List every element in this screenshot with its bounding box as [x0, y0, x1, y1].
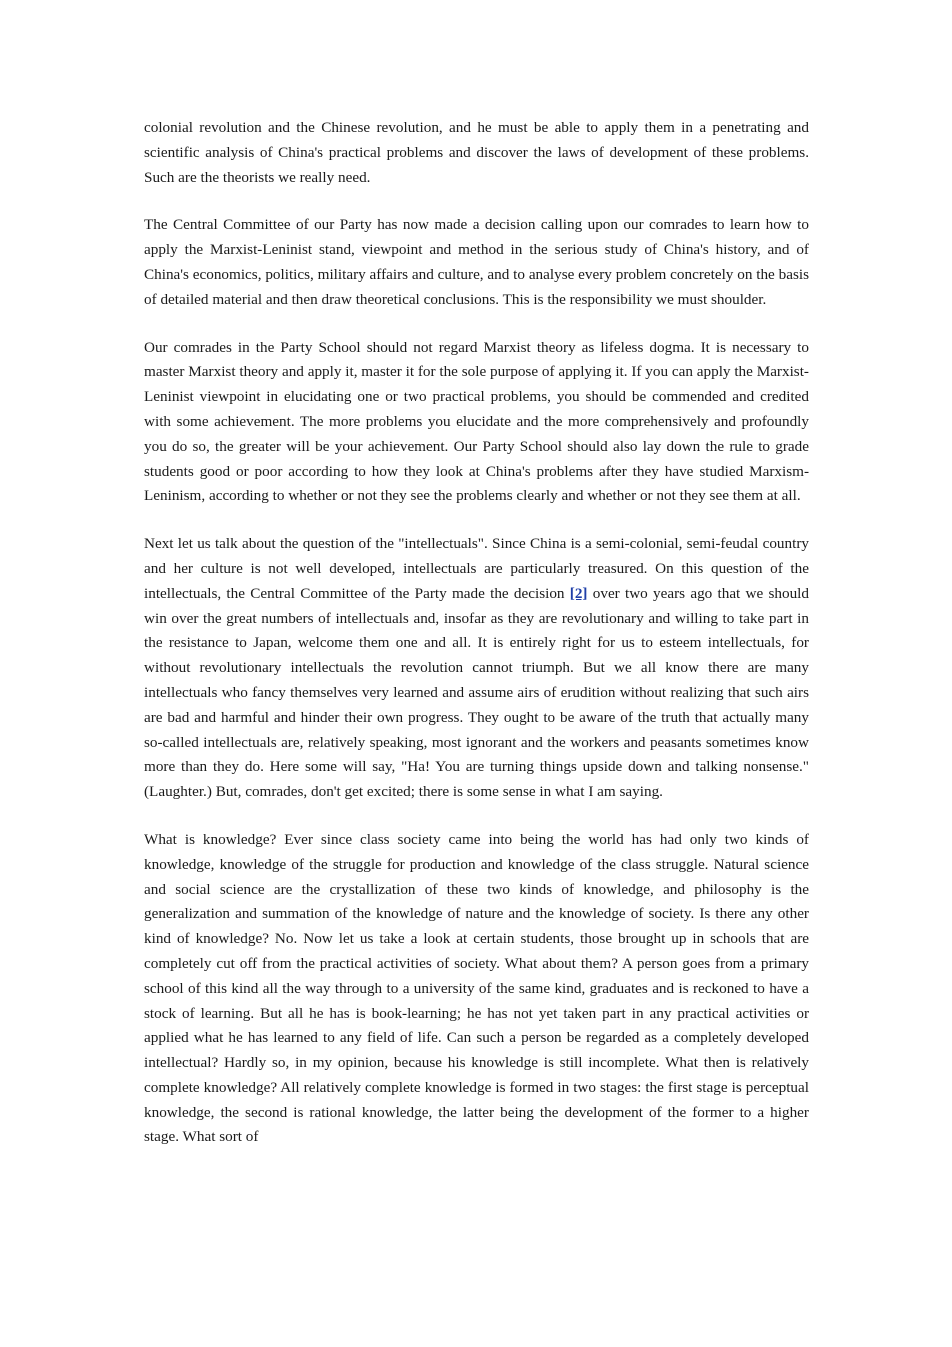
paragraph-party-school: Our comrades in the Party School should not regard Marxist theory as lifeless dogma. It is necessary to master Marxist theory and apply it, master it for the sole purpose of applying it. If you can apply the Marxist-Leninist viewpoint in elucidating one or two practical problems, you should be commended and credited with some achievement. The more problems you elucidate and the more comprehensively and profoundly you do so, the greater will be your achievement. Our Party School should also lay down the rule to grade students good or poor according to how they look at China's problems after they have studied Marxism-Leninism, according to whether or not they see the problems clearly and whether or not they see them at all. [144, 338, 809, 505]
paragraph-intellectuals-text-before: Next let us talk about the question of the "intellectuals". Since China is a semi-colonial, semi-feudal country and her culture is not well developed, intellectuals are particularly treasured. On this question of the intellectuals, the Central Committee of the Party made the decision [144, 535, 809, 602]
paragraph-theorists: colonial revolution and the Chinese revolution, and he must be able to apply them in a penetrating and scientific analysis of China's practical problems and discover the laws of development of these problems. Such are the theorists we really need. [144, 119, 809, 186]
paragraph-intellectuals-text-after: over two years ago that we should win over the great numbers of intellectuals and, insofar as they are revolutionary and willing to take part in the resistance to Japan, welcome them one and all. It is entirely right for us to esteem intellectuals, for without revolutionary intellectuals the revolution cannot triumph. But we all know there are many intellectuals who fancy themselves very learned and assume airs of erudition without realizing that such airs are bad and harmful and hinder their own progress. They ought to be aware of the truth that actually many so-called intellectuals are, relatively speaking, most ignorant and the workers and peasants sometimes know more than they do. Here some will say, "Ha! You are turning things upside down and talking nonsense." (Laughter.) But, comrades, don't get excited; there is some sense in what I am saying. [144, 584, 809, 801]
paragraph-knowledge: What is knowledge? Ever since class society came into being the world has had only two kinds of knowledge, knowledge of the struggle for production and knowledge of the class struggle. Natural science and social science are the crystallization of these two kinds of knowledge, and philosophy is the generalization and summation of the knowledge of nature and the knowledge of society. Is there any other kind of knowledge? No. Now let us take a look at certain students, those brought up in schools that are completely cut off from the practical activities of society. What about them? A person goes from a primary school of this kind all the way through to a university of the same kind, graduates and is reckoned to have a stock of learning. But all he has is book-learning; he has not yet taken part in any practical activities or applied what he has learned to any field of life. Can such a person be regarded as a completely developed intellectual? Hardly so, in my opinion, because his knowledge is still incomplete. What then is relatively complete knowledge? All relatively complete knowledge is formed in two stages: the first stage is perceptual knowledge, the second is rational knowledge, the latter being the development of the former to a higher stage. What sort of [144, 830, 809, 1146]
paragraph-central-committee-decision: The Central Committee of our Party has now made a decision calling upon our comrades to learn how to apply the Marxist-Leninist stand, viewpoint and method in the serious study of China's history, and of China's economics, politics, military affairs and culture, and to analyse every problem concretely on the basis of detailed material and then draw theoretical conclusions. This is the responsibility we must shoulder. [144, 216, 809, 308]
footnote-link-2[interactable]: [2] [569, 584, 588, 602]
document-page [144, 116, 809, 1150]
paragraph-intellectuals [144, 532, 809, 805]
